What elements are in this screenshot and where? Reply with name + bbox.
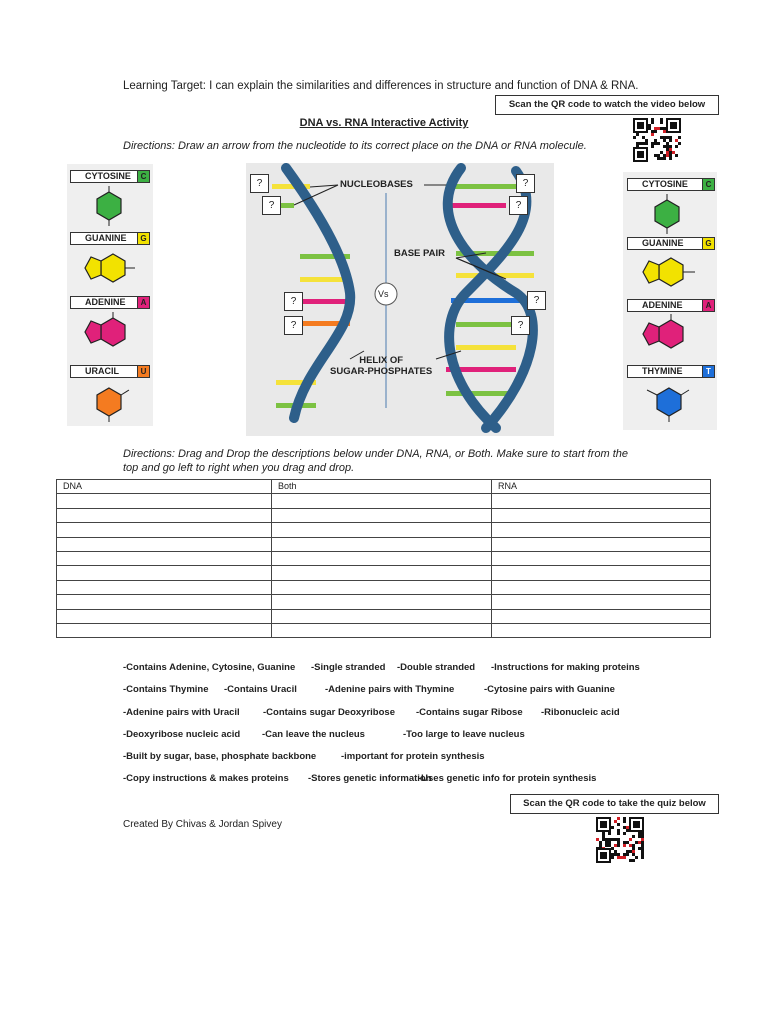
- drop-cell-dna[interactable]: [57, 494, 272, 508]
- drop-target-dna-2[interactable]: ?: [509, 196, 528, 215]
- table-row: [57, 609, 711, 623]
- draggable-description[interactable]: -Cytosine pairs with Guanine: [484, 684, 615, 695]
- table-row: [57, 551, 711, 565]
- sorting-table: [56, 479, 711, 638]
- drop-cell-rna[interactable]: [492, 595, 711, 609]
- drop-cell-both[interactable]: [272, 595, 492, 609]
- cytosine-molecule-icon-right[interactable]: [643, 192, 693, 236]
- drop-cell-both[interactable]: [272, 609, 492, 623]
- table-row: [57, 523, 711, 537]
- drop-cell-dna[interactable]: [57, 551, 272, 565]
- table-row: [57, 595, 711, 609]
- draggable-description[interactable]: -Adenine pairs with Thymine: [325, 684, 455, 695]
- guanine-molecule-icon[interactable]: [81, 246, 143, 294]
- drop-target-rna-3[interactable]: ?: [284, 292, 303, 311]
- drop-cell-rna[interactable]: [492, 580, 711, 594]
- drop-target-dna-4[interactable]: ?: [511, 316, 530, 335]
- nucleotide-label-cytosine[interactable]: CYTOSINE C: [70, 170, 150, 183]
- cytosine-molecule-icon[interactable]: [85, 184, 135, 229]
- drop-cell-rna[interactable]: [492, 523, 711, 537]
- table-row: [57, 580, 711, 594]
- label-helix: HELIX OF SUGAR-PHOSPHATES: [330, 355, 433, 377]
- draggable-description[interactable]: -Double stranded: [397, 662, 476, 673]
- left-nucleotide-card: [67, 164, 153, 426]
- drop-target-rna-4[interactable]: ?: [284, 316, 303, 335]
- header-dna: DNA: [57, 480, 272, 494]
- drop-cell-dna[interactable]: [57, 595, 272, 609]
- nucleotide-label-guanine[interactable]: GUANINE G: [70, 232, 150, 245]
- drop-cell-rna[interactable]: [492, 494, 711, 508]
- qr-code-quiz[interactable]: [596, 817, 644, 868]
- table-row: [57, 494, 711, 508]
- draggable-description[interactable]: -Copy instructions & makes proteins: [123, 773, 289, 784]
- draggable-description[interactable]: -Deoxyribose nucleic acid: [123, 729, 241, 740]
- nucleotide-label-thymine-right[interactable]: THYMINE T: [627, 365, 715, 378]
- draggable-description[interactable]: -Contains sugar Deoxyribose: [263, 707, 395, 718]
- header-both: Both: [272, 480, 492, 494]
- draggable-description[interactable]: -Contains sugar Ribose: [416, 707, 523, 718]
- drop-cell-dna[interactable]: [57, 609, 272, 623]
- drop-cell-both[interactable]: [272, 623, 492, 637]
- drop-cell-dna[interactable]: [57, 580, 272, 594]
- drop-cell-both[interactable]: [272, 523, 492, 537]
- vs-label: Vs: [378, 289, 389, 299]
- directions-drag-drop: Directions: Drag and Drop the descriptions below under DNA, RNA, or Both. Make sure to start from the top and go left to right when you drag and drop.: [123, 448, 628, 474]
- drop-cell-dna[interactable]: [57, 566, 272, 580]
- draggable-description[interactable]: -Contains Adenine, Cytosine, Guanine: [123, 662, 296, 673]
- dna-rna-diagram: [246, 163, 554, 436]
- learning-target: Learning Target: I can explain the similarities and differences in structure and function of DNA & RNA.: [123, 80, 639, 92]
- drop-cell-both[interactable]: [272, 494, 492, 508]
- draggable-description[interactable]: -important for protein synthesis: [341, 751, 485, 762]
- draggable-description[interactable]: -Instructions for making proteins: [491, 662, 640, 673]
- directions-draw: Directions: Draw an arrow from the nucleotide to its correct place on the DNA or RNA molecule.: [123, 140, 587, 152]
- nucleotide-label-adenine[interactable]: ADENINE A: [70, 296, 150, 309]
- drop-cell-both[interactable]: [272, 537, 492, 551]
- drop-cell-rna[interactable]: [492, 609, 711, 623]
- label-nucleobases: NUCLEOBASES: [340, 179, 413, 190]
- draggable-description[interactable]: -Single stranded: [311, 662, 386, 673]
- label-base-pair: BASE PAIR: [394, 248, 446, 259]
- nucleotide-label-uracil[interactable]: URACIL U: [70, 365, 150, 378]
- drop-target-rna-2[interactable]: ?: [262, 196, 281, 215]
- drop-cell-both[interactable]: [272, 508, 492, 522]
- draggable-description[interactable]: -Contains Uracil: [224, 684, 297, 695]
- header-rna: RNA: [492, 480, 711, 494]
- draggable-description[interactable]: -Contains Thymine: [123, 684, 209, 695]
- table-row: [57, 623, 711, 637]
- page-title: DNA vs. RNA Interactive Activity: [299, 117, 469, 129]
- drop-cell-dna[interactable]: [57, 523, 272, 537]
- table-row: [57, 508, 711, 522]
- qr-quiz-label: Scan the QR code to take the quiz below: [510, 794, 719, 814]
- drop-cell-rna[interactable]: [492, 508, 711, 522]
- drop-target-dna-1[interactable]: ?: [516, 174, 535, 193]
- drop-cell-dna[interactable]: [57, 537, 272, 551]
- drop-cell-dna[interactable]: [57, 508, 272, 522]
- credit-text: Created By Chivas & Jordan Spivey: [123, 819, 282, 830]
- nucleotide-label-adenine-right[interactable]: ADENINE A: [627, 299, 715, 312]
- drop-target-rna-1[interactable]: ?: [250, 174, 269, 193]
- draggable-description[interactable]: -Stores genetic information: [308, 773, 432, 784]
- drop-cell-both[interactable]: [272, 580, 492, 594]
- drop-cell-both[interactable]: [272, 551, 492, 565]
- drop-cell-rna[interactable]: [492, 623, 711, 637]
- drop-cell-both[interactable]: [272, 566, 492, 580]
- drop-cell-rna[interactable]: [492, 566, 711, 580]
- adenine-molecule-icon[interactable]: [81, 310, 143, 358]
- draggable-description[interactable]: -Ribonucleic acid: [541, 707, 620, 718]
- drop-cell-dna[interactable]: [57, 623, 272, 637]
- drop-target-dna-3[interactable]: ?: [527, 291, 546, 310]
- draggable-description[interactable]: -Built by sugar, base, phosphate backbone: [123, 751, 317, 762]
- thymine-molecule-icon-right[interactable]: [641, 380, 699, 426]
- uracil-molecule-icon[interactable]: [85, 380, 135, 424]
- draggable-description[interactable]: -Adenine pairs with Uracil: [123, 707, 240, 718]
- guanine-molecule-icon-right[interactable]: [639, 250, 703, 298]
- nucleotide-label-guanine-right[interactable]: GUANINE G: [627, 237, 715, 250]
- table-row: [57, 566, 711, 580]
- drop-cell-rna[interactable]: [492, 537, 711, 551]
- nucleotide-label-cytosine-right[interactable]: CYTOSINE C: [627, 178, 715, 191]
- drop-cell-rna[interactable]: [492, 551, 711, 565]
- draggable-description[interactable]: -Too large to leave nucleus: [403, 729, 525, 740]
- draggable-description[interactable]: -Can leave the nucleus: [262, 729, 365, 740]
- adenine-molecule-icon-right[interactable]: [639, 312, 703, 360]
- table-row: [57, 537, 711, 551]
- qr-video-label: Scan the QR code to watch the video below: [495, 95, 719, 115]
- draggable-description[interactable]: -Uses genetic info for protein synthesis: [418, 773, 597, 784]
- right-nucleotide-card: [623, 172, 717, 430]
